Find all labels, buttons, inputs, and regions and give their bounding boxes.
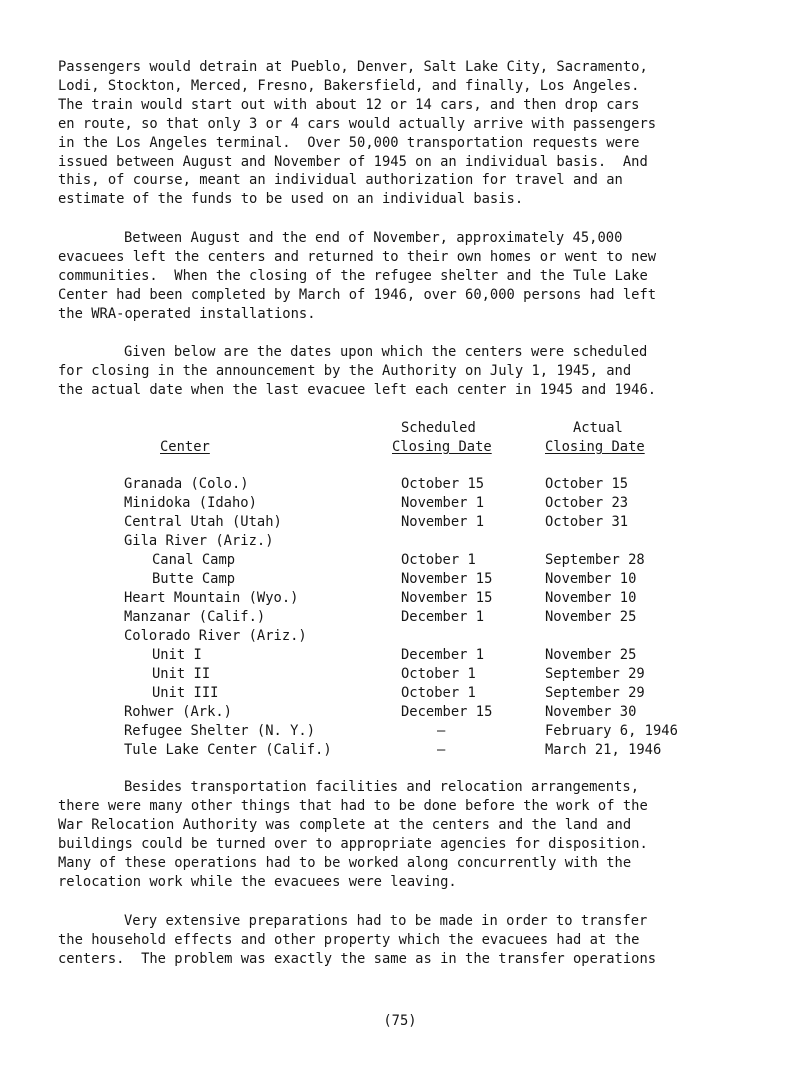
- table-header-actual: Actual: [573, 420, 623, 436]
- table-cell-center: Unit II: [152, 666, 211, 682]
- table-cell-center: Heart Mountain (Wyo.): [124, 590, 299, 606]
- text-line: Passengers would detrain at Pueblo, Denver, Salt Lake City, Sacramento,: [58, 59, 648, 75]
- text-line: this, of course, meant an individual authorization for travel and an: [58, 172, 623, 189]
- table-cell-actual: February 6, 1946: [545, 723, 678, 739]
- table-cell-scheduled: December 1: [401, 609, 485, 625]
- text-line: Lodi, Stockton, Merced, Fresno, Bakersfield, and finally, Los Angeles.: [58, 77, 640, 94]
- table-cell-scheduled: December 15: [401, 704, 493, 720]
- text-line: evacuees left the centers and returned to their own homes or went to new: [58, 248, 657, 265]
- table-cell-actual: March 21, 1946: [545, 742, 662, 758]
- text-line: Very extensive preparations had to be made in order to transfer: [124, 913, 648, 929]
- table-cell-actual: October 23: [545, 495, 629, 511]
- table-cell-actual: September 29: [545, 666, 645, 682]
- table-cell-actual: September 29: [545, 685, 645, 701]
- table-cell-scheduled: October 15: [401, 476, 485, 492]
- table-cell-scheduled: November 15: [401, 590, 493, 606]
- table-cell-actual: November 10: [545, 571, 637, 587]
- text-line: Center had been completed by March of 1946, over 60,000 persons had left: [58, 286, 657, 303]
- text-line: estimate of the funds to be used on an individual basis.: [58, 191, 524, 208]
- table-cell-scheduled: —: [437, 723, 446, 739]
- table-cell-scheduled: November 1: [401, 495, 485, 511]
- table-cell-scheduled: November 1: [401, 514, 485, 530]
- table-cell-scheduled: October 1: [401, 666, 476, 682]
- text-line: there were many other things that had to be done before the work of the: [58, 797, 648, 814]
- table-cell-actual: November 25: [545, 647, 637, 663]
- table-cell-center: Granada (Colo.): [124, 476, 249, 492]
- table-cell-center: Butte Camp: [152, 571, 236, 587]
- page-number: (75): [383, 1013, 417, 1029]
- table-cell-actual: October 31: [545, 514, 629, 530]
- text-line: in the Los Angeles terminal. Over 50,000 transportation requests were: [58, 134, 640, 151]
- text-line: Besides transportation facilities and relocation arrangements,: [124, 779, 639, 795]
- table-cell-center: Minidoka (Idaho): [124, 495, 257, 511]
- text-line: Given below are the dates upon which the centers were scheduled: [124, 344, 648, 360]
- table-cell-center: Canal Camp: [152, 552, 236, 568]
- text-line: centers. The problem was exactly the same as in the transfer operations: [58, 950, 657, 967]
- text-line: the actual date when the last evacuee left each center in 1945 and 1946.: [58, 381, 657, 398]
- table-cell-actual: November 30: [545, 704, 637, 720]
- text-line: buildings could be turned over to appropriate agencies for disposition.: [58, 835, 648, 852]
- table-cell-scheduled: October 1: [401, 552, 476, 568]
- table-cell-scheduled: December 1: [401, 647, 485, 663]
- table-cell-center: Central Utah (Utah): [124, 514, 282, 530]
- table-cell-center: Tule Lake Center (Calif.): [124, 742, 332, 758]
- text-line: relocation work while the evacuees were leaving.: [58, 873, 457, 890]
- table-cell-scheduled: —: [437, 742, 446, 758]
- table-cell-scheduled: November 15: [401, 571, 493, 587]
- paragraph-1: [58, 58, 758, 209]
- paragraph-5: [58, 912, 758, 969]
- table-header-scheduled: Scheduled: [401, 420, 476, 436]
- table-cell-center: Unit I: [152, 647, 202, 663]
- table-header-center: Center: [160, 439, 210, 455]
- table-cell-actual: November 10: [545, 590, 637, 606]
- table-cell-center: Refugee Shelter (N. Y.): [124, 723, 316, 739]
- text-line: for closing in the announcement by the Authority on July 1, 1945, and: [58, 362, 632, 379]
- table-cell-center: Manzanar (Calif.): [124, 609, 266, 625]
- table-cell-actual: September 28: [545, 552, 645, 568]
- table-cell-center: Unit III: [152, 685, 219, 701]
- text-line: issued between August and November of 1945 on an individual basis. And: [58, 153, 648, 170]
- table-cell-scheduled: October 1: [401, 685, 476, 701]
- paragraph-3: [58, 343, 758, 400]
- table-header-scheduled-date: Closing Date: [392, 439, 492, 455]
- text-line: the WRA-operated installations.: [58, 305, 316, 322]
- paragraph-4: [58, 778, 758, 891]
- table-cell-center: Colorado River (Ariz.): [124, 628, 307, 644]
- table-cell-center: Gila River (Ariz.): [124, 533, 274, 549]
- table-cell-center: Rohwer (Ark.): [124, 704, 232, 720]
- text-line: en route, so that only 3 or 4 cars would actually arrive with passengers: [58, 115, 657, 132]
- paragraph-2: [58, 229, 758, 324]
- table-cell-actual: October 15: [545, 476, 629, 492]
- text-line: communities. When the closing of the refugee shelter and the Tule Lake: [58, 267, 648, 284]
- text-line: Between August and the end of November, approximately 45,000: [124, 230, 623, 246]
- table-cell-actual: November 25: [545, 609, 637, 625]
- text-line: Many of these operations had to be worked along concurrently with the: [58, 854, 632, 871]
- table-header-actual-date: Closing Date: [545, 439, 645, 455]
- text-line: The train would start out with about 12 or 14 cars, and then drop cars: [58, 96, 640, 113]
- text-line: the household effects and other property which the evacuees had at the: [58, 931, 640, 948]
- text-line: War Relocation Authority was complete at the centers and the land and: [58, 816, 632, 833]
